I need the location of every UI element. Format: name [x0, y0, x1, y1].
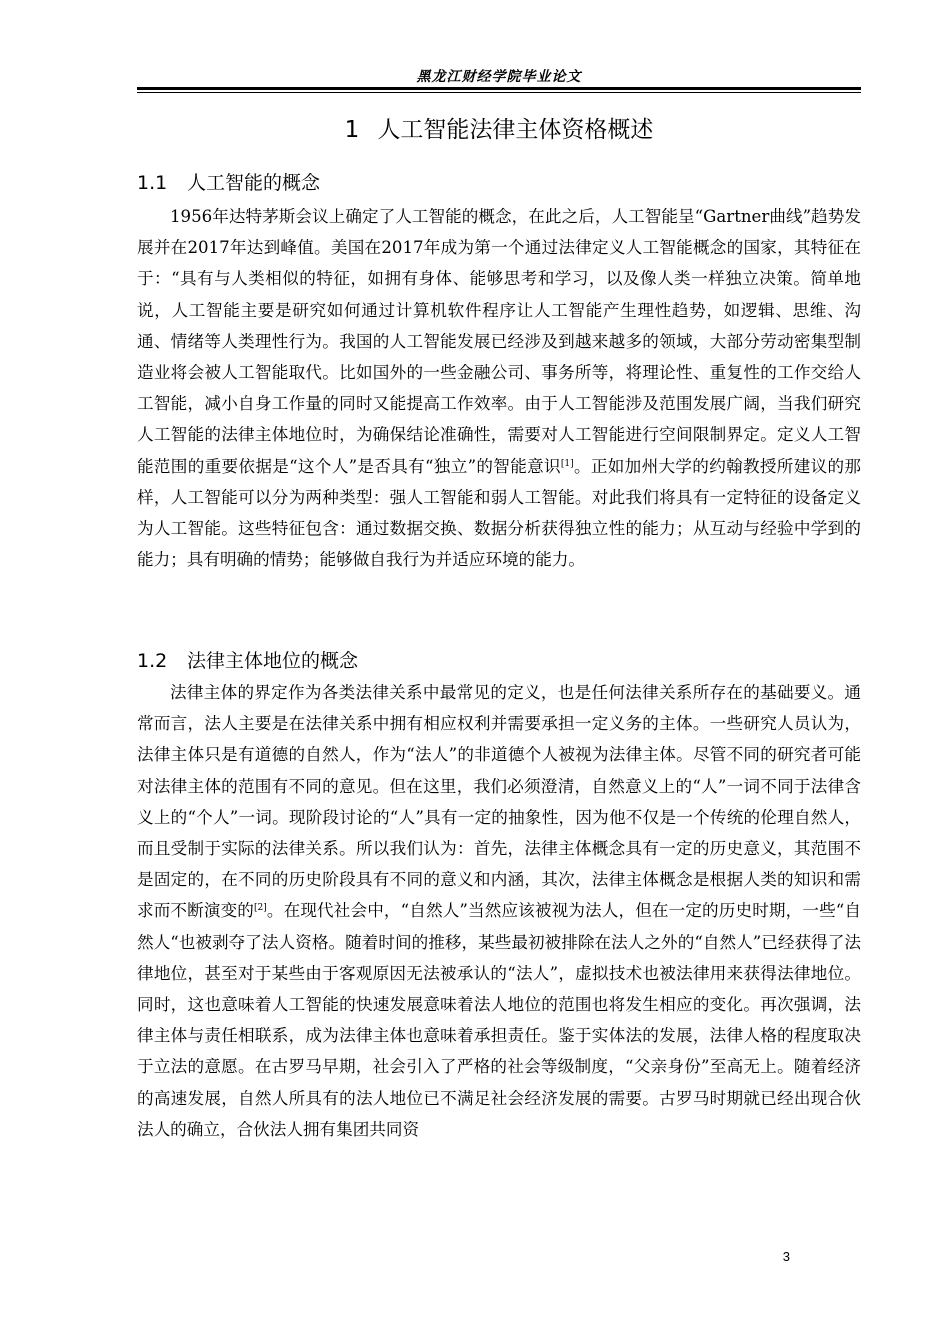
section-number: 1.1 [137, 172, 168, 194]
paragraph-text: 。在现代社会中，“自然人”当然应该被视为法人，但在一定的历史时期，一些“自然人“也被剥夺了法人资格。随着时间的推移，某些最初被排除在法人之外的“自然人”已经获得了法律地位，甚至对于某些由于客观原因无法被承认的“法人”，虚拟技术也被法律用来获得法律地位。同时，这也意味着人工智能的快速发展意味着法人地位的范围也将发生相应的变化。再次强调，法律主体与责任相联系，成为法律主体也意味着承担责任。鉴于实体法的发展，法律人格的程度取决于立法的意愿。在古罗马早期，社会引入了严格的社会等级制度，“父亲身份”至高无上。随着经济的高速发展，自然人所具有的法人地位已不满足社会经济发展的需要。古罗马时期就已经出现合伙法人的确立，合伙法人拥有集团共同资 [137, 901, 862, 1139]
chapter-title-text: 人工智能法律主体资格概述 [377, 117, 654, 143]
section-title: 人工智能的概念 [187, 172, 321, 194]
section-heading-1-2 [137, 647, 861, 675]
paragraph-text: 1956年达特茅斯会议上确定了人工智能的概念，在此之后，人工智能呈“Gartner曲线”趋势发展并在2017年达到峰值。美国在2017年成为第一个通过法律定义人工智能概念的国家，其特征在于：“具有与人类相似的特征，如拥有身体、能够思考和学习，以及像人类一样独立决策。简单地说，人工智能主要是研究如何通过计算机软件程序让人工智能产生理性趋势，如逻辑、思维、沟通、情绪等人类理性行为。我国的人工智能发展已经涉及到越来越多的领域，大部分劳动密集型制造业将会被人工智能取代。比如国外的一些金融公司、事务所等，将理论性、重复性的工作交给人工智能，减小自身工作量的同时又能提高工作效率。由于人工智能涉及范围发展广阔，当我们研究人工智能的法律主体地位时，为确保结论准确性，需要对人工智能进行空间限制界定。定义人工智能范围的重要依据是“这个人”是否具有“独立”的智能意识 [137, 207, 861, 476]
page-number: 3 [782, 1249, 790, 1264]
citation-ref: [2] [254, 903, 267, 914]
header-rule-thick [137, 87, 861, 90]
chapter-number: 1 [344, 117, 360, 143]
paragraph-text: 。正如加州大学的约翰教授所建议的那样，人工智能可以分为两种类型：强人工智能和弱人工智能。对此我们将具有一定特征的设备定义为人工智能。这些特征包含：通过数据交换、数据分析获得独立性的能力；从互动与经验中学到的能力；具有明确的情势；能够做自我行为并适应环境的能力。 [137, 456, 862, 570]
section-1-2-paragraph [137, 677, 861, 1145]
header-rule-thin [137, 92, 861, 93]
section-1-1-paragraph [137, 201, 861, 575]
chapter-title [137, 114, 861, 146]
section-heading-1-1 [137, 169, 861, 197]
citation-ref: [1] [560, 458, 574, 469]
section-number: 1.2 [137, 650, 168, 672]
page-header-title: 黑龙江财经学院毕业论文 [416, 69, 582, 85]
paragraph-text: 法律主体的界定作为各类法律关系中最常见的定义，也是任何法律关系所存在的基础要义。通常而言，法人主要是在法律关系中拥有相应权利并需要承担一定义务的主体。一些研究人员认为，法律主体只是有道德的自然人，作为“法人”的非道德个人被视为法律主体。尽管不同的研究者可能对法律主体的范围有不同的意见。但在这里，我们必须澄清，自然意义上的“人”一词不同于法律含义上的“个人”一词。现阶段讨论的“人”具有一定的抽象性，因为他不仅是一个传统的伦理自然人，而且受制于实际的法律关系。所以我们认为：首先，法律主体概念具有一定的历史意义，其范围不是固定的，在不同的历史阶段具有不同的意义和内涵，其次，法律主体概念是根据人类的知识和需求而不断演变的 [137, 683, 861, 921]
section-title: 法律主体地位的概念 [187, 650, 359, 672]
